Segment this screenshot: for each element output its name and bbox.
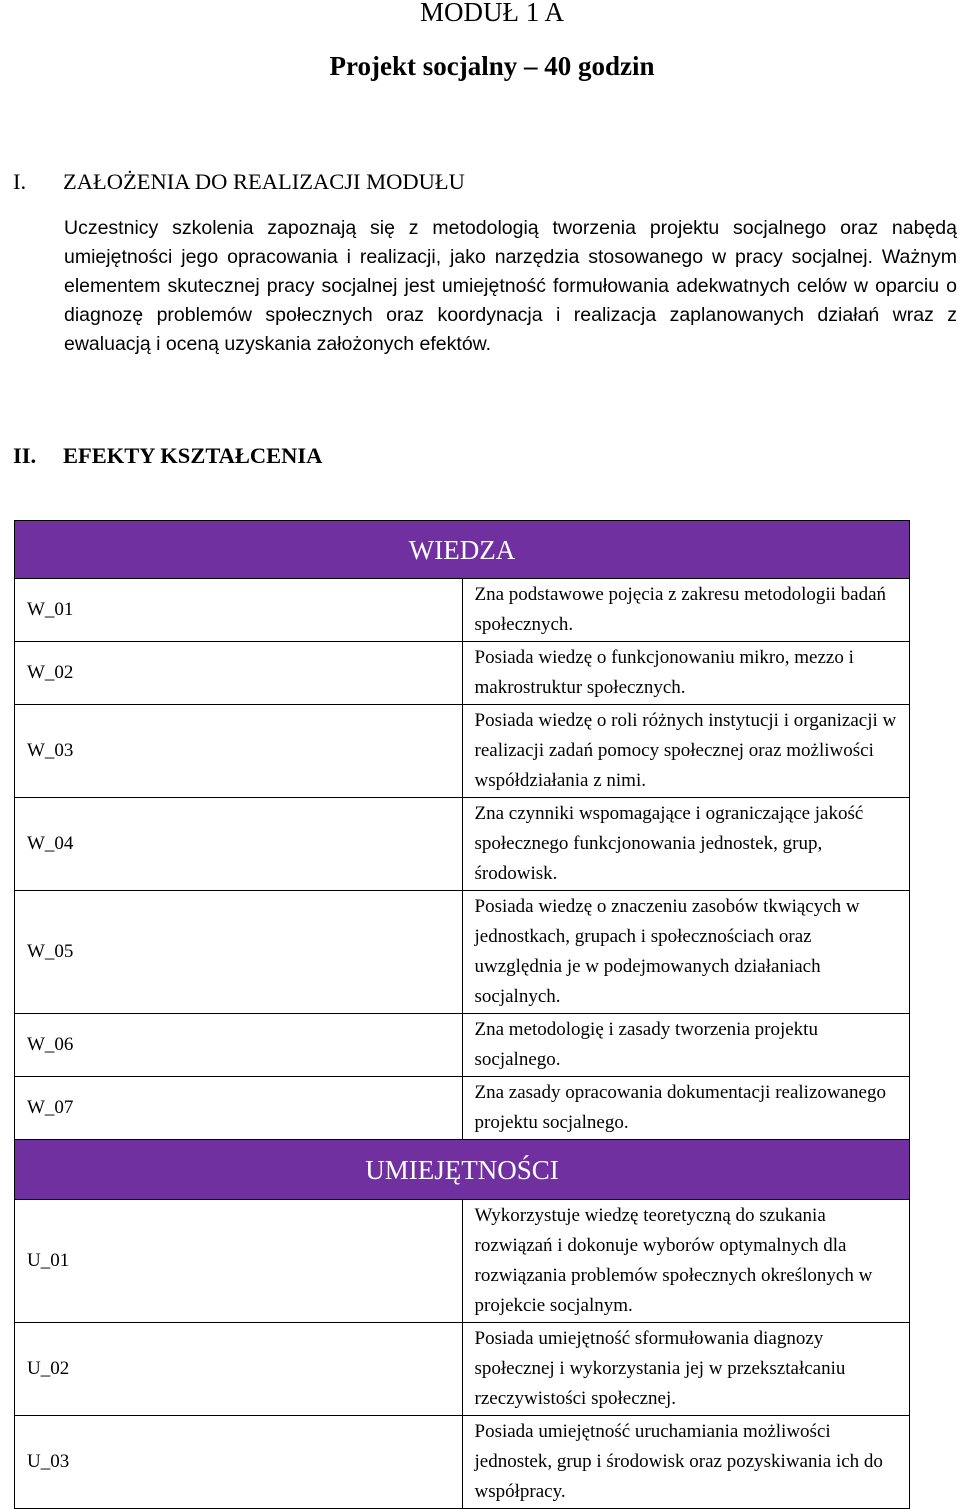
table-row	[15, 798, 910, 891]
table-row	[15, 705, 910, 798]
table-band-row	[15, 521, 910, 579]
section-number: II.	[13, 443, 37, 468]
learning-outcomes-table	[14, 520, 910, 1509]
outcome-code: W_03	[15, 705, 463, 798]
table-row	[15, 642, 910, 705]
table-row	[15, 891, 910, 1014]
intro-paragraph: Uczestnicy szkolenia zapoznają się z metodologią tworzenia projektu socjalnego oraz nabędą umiejętności jego opracowania i realizacji, jako narzędzia stosowanego w pracy socjalnej. Ważnym elementem skutecznej pracy socjalnej jest umiejętność formułowania adekwatnych celów w oparciu o diagnozę problemów społecznych oraz koordynacja i realizacja zaplanowanych działań wraz z ewaluacją i oceną uzyskania założonych efektów.	[64, 217, 957, 355]
section-title: ZAŁOŻENIA DO REALIZACJI MODUŁU	[63, 169, 465, 194]
outcome-description: Posiada wiedzę o znaczeniu zasobów tkwiących w jednostkach, grupach i społecznościach oraz uwzględnia je w podejmowanych działaniach socjalnych.	[462, 891, 910, 1014]
outcome-description: Zna czynniki wspomagające i ograniczające jakość społecznego funkcjonowania jednostek, grup, środowisk.	[462, 798, 910, 891]
outcome-code: W_07	[15, 1077, 463, 1140]
table-row	[15, 1323, 910, 1416]
document-title: Projekt socjalny – 40 godzin	[329, 51, 655, 81]
outcome-code: U_02	[15, 1323, 463, 1416]
outcome-description: Posiada umiejętność sformułowania diagnozy społecznej i wykorzystania jej w przekształcaniu rzeczywistości społecznej.	[462, 1323, 910, 1416]
module-title: MODUŁ 1 A	[419, 0, 564, 27]
table-row	[15, 1416, 910, 1509]
outcome-description: Zna zasady opracowania dokumentacji realizowanego projektu socjalnego.	[462, 1077, 910, 1140]
umiejetnosci-header: UMIEJĘTNOŚCI	[15, 1140, 910, 1200]
section-heading-assumptions	[13, 167, 465, 197]
outcome-code: W_04	[15, 798, 463, 891]
table-band-row	[15, 1140, 910, 1200]
outcome-code: U_03	[15, 1416, 463, 1509]
outcome-description: Posiada umiejętność uruchamiania możliwości jednostek, grup i środowisk oraz pozyskiwania ich do współpracy.	[462, 1416, 910, 1509]
table-row	[15, 1200, 910, 1323]
section-number: I.	[13, 169, 27, 194]
outcome-code: W_05	[15, 891, 463, 1014]
outcome-description: Zna metodologię i zasady tworzenia projektu socjalnego.	[462, 1014, 910, 1077]
outcome-description: Posiada wiedzę o funkcjonowaniu mikro, mezzo i makrostruktur społecznych.	[462, 642, 910, 705]
outcome-code: W_01	[15, 579, 463, 642]
table-row	[15, 1077, 910, 1140]
section-heading-outcomes	[13, 441, 322, 471]
outcome-description: Wykorzystuje wiedzę teoretyczną do szukania rozwiązań i dokonuje wyborów optymalnych dla rozwiązania problemów społecznych określonych w projekcie socjalnym.	[462, 1200, 910, 1323]
outcome-code: U_01	[15, 1200, 463, 1323]
section-title: EFEKTY KSZTAŁCENIA	[63, 443, 323, 468]
outcome-code: W_02	[15, 642, 463, 705]
wiedza-header: WIEDZA	[15, 521, 910, 579]
outcome-description: Posiada wiedzę o roli różnych instytucji i organizacji w realizacji zadań pomocy społecznej oraz możliwości współdziałania z nimi.	[462, 705, 910, 798]
table-row	[15, 579, 910, 642]
outcome-description: Zna podstawowe pojęcia z zakresu metodologii badań społecznych.	[462, 579, 910, 642]
outcome-code: W_06	[15, 1014, 463, 1077]
table-row	[15, 1014, 910, 1077]
